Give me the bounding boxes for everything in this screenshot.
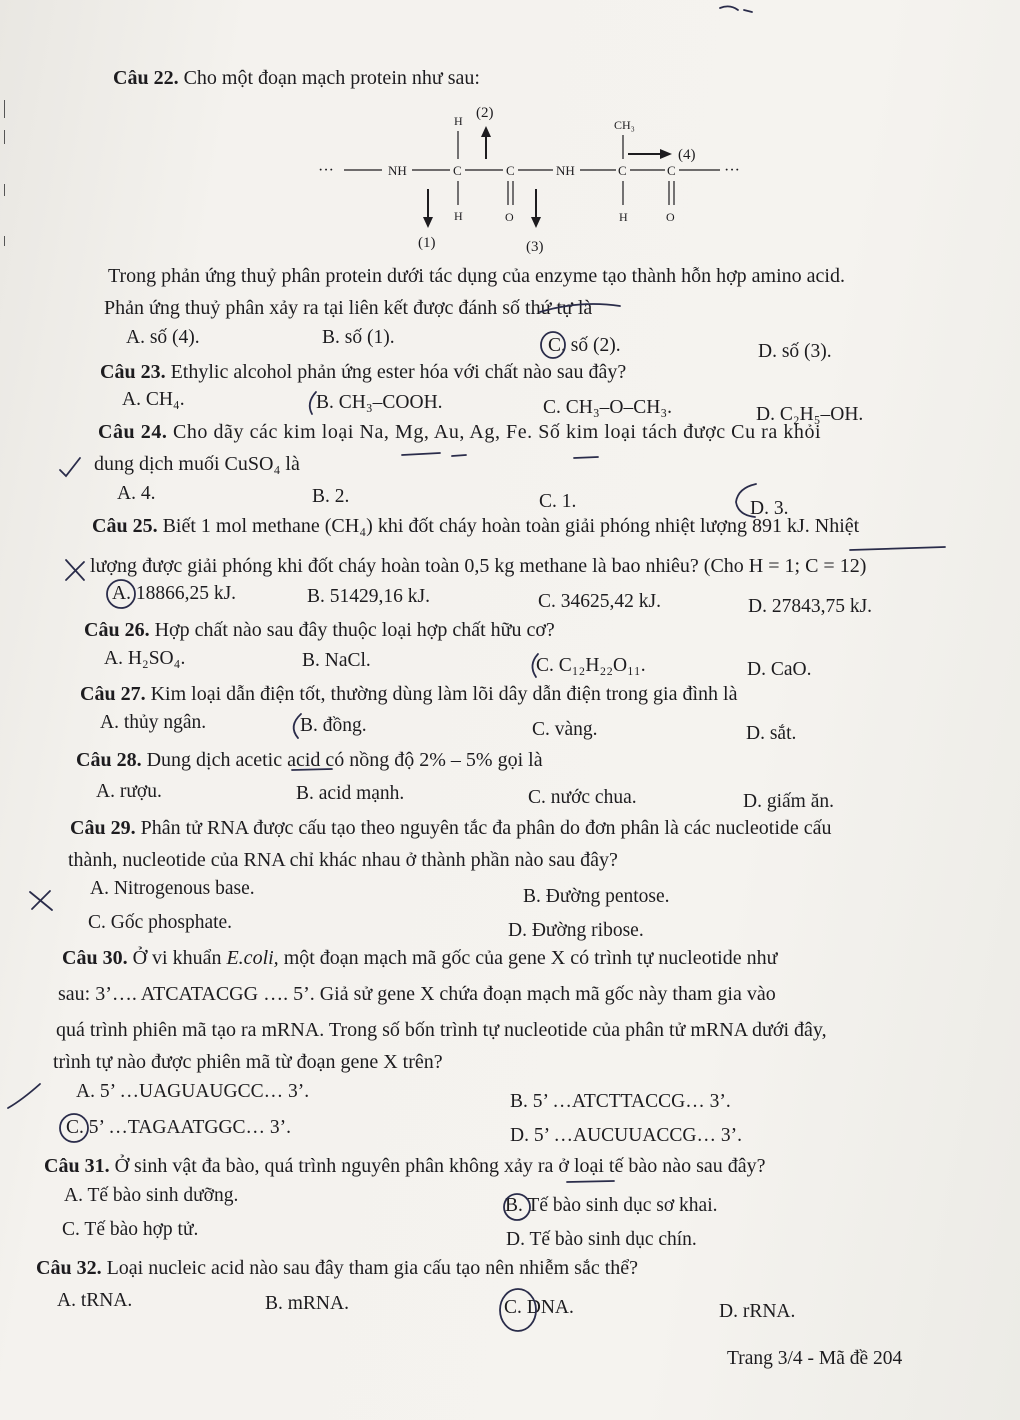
q29-stem: Câu 29. Phân tử RNA được cấu tạo theo nguyên tắc đa phân do đơn phân là các nucleotide cấu <box>70 817 832 839</box>
q32-stem: Câu 32. Loại nucleic acid nào sau đây tham gia cấu tạo nên nhiễm sắc thể? <box>36 1257 639 1279</box>
q22-text2: Phản ứng thuỷ phân xảy ra tại liên kết được đánh số thứ tự là <box>104 297 593 319</box>
c-alpha-1: C <box>453 163 462 178</box>
c-carbonyl-1: C <box>506 163 515 178</box>
label-1: (1) <box>418 235 436 251</box>
q29-option-c[interactable]: C. Gốc phosphate. <box>88 912 233 933</box>
q28-option-c[interactable]: C. nước chua. <box>528 787 637 808</box>
q23-option-b[interactable]: B. CH₃–COOH. <box>316 392 443 413</box>
q30-option-a[interactable]: A. 5’ …UAGUAUGCC… 3’. <box>76 1081 310 1102</box>
q30-option-d[interactable]: D. 5’ …AUCUUACCG… 3’. <box>510 1125 743 1146</box>
dots-right: ··· <box>724 162 740 179</box>
q28-option-d[interactable]: D. giấm ăn. <box>743 791 834 812</box>
label-3: (3) <box>526 239 544 255</box>
check-q24 <box>60 458 80 476</box>
page-footer: Trang 3/4 - Mã đề 204 <box>727 1348 903 1369</box>
c-carbonyl-2: C <box>667 163 676 178</box>
q23-option-a[interactable]: A. CH₄. <box>122 389 185 410</box>
c-alpha-2: C <box>618 163 627 178</box>
ch3: CH₃ <box>614 118 635 132</box>
q25-option-b[interactable]: B. 51429,16 kJ. <box>307 586 430 607</box>
check-q30 <box>8 1084 40 1108</box>
q31-option-a[interactable]: A. Tế bào sinh dưỡng. <box>64 1185 239 1206</box>
q30-stem: Câu 30. Ở vi khuẩn E.coli, một đoạn mạch mã gốc của gene X có trình tự nucleotide như <box>62 947 778 969</box>
scribble-top-right <box>720 6 752 12</box>
q27-option-b[interactable]: B. đồng. <box>300 715 367 736</box>
q22-option-b[interactable]: B. số (1). <box>322 327 395 348</box>
q27-stem: Câu 27. Kim loại dẫn điện tốt, thường dùng làm lõi dây dẫn điện trong gia đình là <box>80 683 738 705</box>
dots-left: ··· <box>318 162 334 179</box>
q26-stem: Câu 26. Hợp chất nào sau đây thuộc loại hợp chất hữu cơ? <box>84 619 555 641</box>
q28-option-a[interactable]: A. rượu. <box>96 781 162 802</box>
q29-stem2: thành, nucleotide của RNA chỉ khác nhau ở thành phần nào sau đây? <box>68 849 618 871</box>
x-q25 <box>66 560 84 580</box>
q25-stem: Câu 25. Biết 1 mol methane (CH₄) khi đốt cháy hoàn toàn giải phóng nhiệt lượng 891 kJ. Nhiệt <box>92 515 860 537</box>
underline-q25 <box>850 547 945 550</box>
q32-option-a[interactable]: A. tRNA. <box>57 1290 133 1311</box>
q23-stem: Câu 23. Ethylic alcohol phản ứng ester hóa với chất nào sau đây? <box>100 361 627 383</box>
x-q29 <box>30 891 52 910</box>
q23-option-c[interactable]: C. CH₃–O–CH₃. <box>543 397 672 418</box>
q26-option-d[interactable]: D. CaO. <box>747 659 812 680</box>
q31-option-d[interactable]: D. Tế bào sinh dục chín. <box>506 1229 697 1250</box>
q27-option-c[interactable]: C. vàng. <box>532 719 598 740</box>
margin-fragments <box>4 70 18 290</box>
q22-option-d[interactable]: D. số (3). <box>758 341 832 362</box>
q27-option-a[interactable]: A. thủy ngân. <box>100 712 207 733</box>
label-2: (2) <box>476 105 494 121</box>
underline-q31 <box>567 1181 614 1182</box>
q32-option-d[interactable]: D. rRNA. <box>719 1301 796 1322</box>
q30-option-c[interactable]: C. 5’ …TAGAATGGC… 3’. <box>66 1117 292 1138</box>
q30-option-b[interactable]: B. 5’ …ATCTTACCG… 3’. <box>510 1091 731 1112</box>
nh-2: NH <box>556 163 575 178</box>
q24-stem2: dung dịch muối CuSO₄ là <box>94 453 300 475</box>
q32-option-c[interactable]: C. DNA. <box>504 1297 574 1318</box>
underline-q24 <box>402 453 598 458</box>
q23-option-d[interactable]: D. C₂H₅–OH. <box>756 404 864 425</box>
q22-option-a[interactable]: A. số (4). <box>126 327 200 348</box>
q29-option-b[interactable]: B. Đường pentose. <box>523 886 670 907</box>
peptide-diagram <box>300 95 770 255</box>
q26-option-b[interactable]: B. NaCl. <box>302 650 371 671</box>
q30-stem4: trình tự nào được phiên mã từ đoạn gene X trên? <box>53 1051 443 1073</box>
q22-text1: Trong phản ứng thuỷ phân protein dưới tác dụng của enzyme tạo thành hỗn hợp amino acid. <box>108 265 845 287</box>
q25-option-d[interactable]: D. 27843,75 kJ. <box>748 596 873 617</box>
q25-option-c[interactable]: C. 34625,42 kJ. <box>538 591 661 612</box>
label-4: (4) <box>678 147 696 163</box>
q30-stem3: quá trình phiên mã tạo ra mRNA. Trong số bốn trình tự nucleotide của phân tử mRNA dưới đây, <box>56 1019 827 1041</box>
q26-option-a[interactable]: A. H₂SO₄. <box>104 648 186 669</box>
o-2: O <box>666 210 675 224</box>
q25-option-a[interactable]: A. 18866,25 kJ. <box>112 583 237 604</box>
q22-stem: Câu 22. Cho một đoạn mạch protein như sau: <box>113 67 480 89</box>
q24-option-b[interactable]: B. 2. <box>312 486 350 507</box>
h-top-1: H <box>454 114 463 128</box>
h-bottom-2: H <box>619 210 628 224</box>
q29-option-d[interactable]: D. Đường ribose. <box>508 920 644 941</box>
q24-option-a[interactable]: A. 4. <box>117 483 156 504</box>
nh-1: NH <box>388 163 407 178</box>
q28-stem: Câu 28. Dung dịch acetic acid có nồng độ 2% – 5% gọi là <box>76 749 543 771</box>
q29-option-a[interactable]: A. Nitrogenous base. <box>90 878 255 899</box>
h-bottom-1: H <box>454 209 463 223</box>
q22-option-c[interactable]: C. số (2). <box>548 335 621 356</box>
q31-option-b[interactable]: B. Tế bào sinh dục sơ khai. <box>505 1195 718 1216</box>
q25-stem2: lượng được giải phóng khi đốt cháy hoàn toàn 0,5 kg methane là bao nhiêu? (Cho H = 1; C = 12) <box>90 555 867 577</box>
q24-option-d[interactable]: D. 3. <box>750 498 789 519</box>
q24-option-c[interactable]: C. 1. <box>539 491 577 512</box>
q31-stem: Câu 31. Ở sinh vật đa bào, quá trình nguyên phân không xảy ra ở loại tế bào nào sau đây? <box>44 1155 766 1177</box>
q26-option-c[interactable]: C. C₁₂H₂₂O₁₁. <box>536 655 646 676</box>
o-1: O <box>505 210 514 224</box>
q27-option-d[interactable]: D. sắt. <box>746 723 797 744</box>
q32-option-b[interactable]: B. mRNA. <box>265 1293 349 1314</box>
q31-option-c[interactable]: C. Tế bào hợp tử. <box>62 1219 199 1240</box>
q24-stem: Câu 24. Cho dãy các kim loại Na, Mg, Au, Ag, Fe. Số kim loại tách được Cu ra khỏi <box>98 421 822 443</box>
q30-stem2: sau: 3’…. ATCATACGG …. 5’. Giả sử gene X chứa đoạn mạch mã gốc này tham gia vào <box>58 983 776 1005</box>
q28-option-b[interactable]: B. acid mạnh. <box>296 783 405 804</box>
